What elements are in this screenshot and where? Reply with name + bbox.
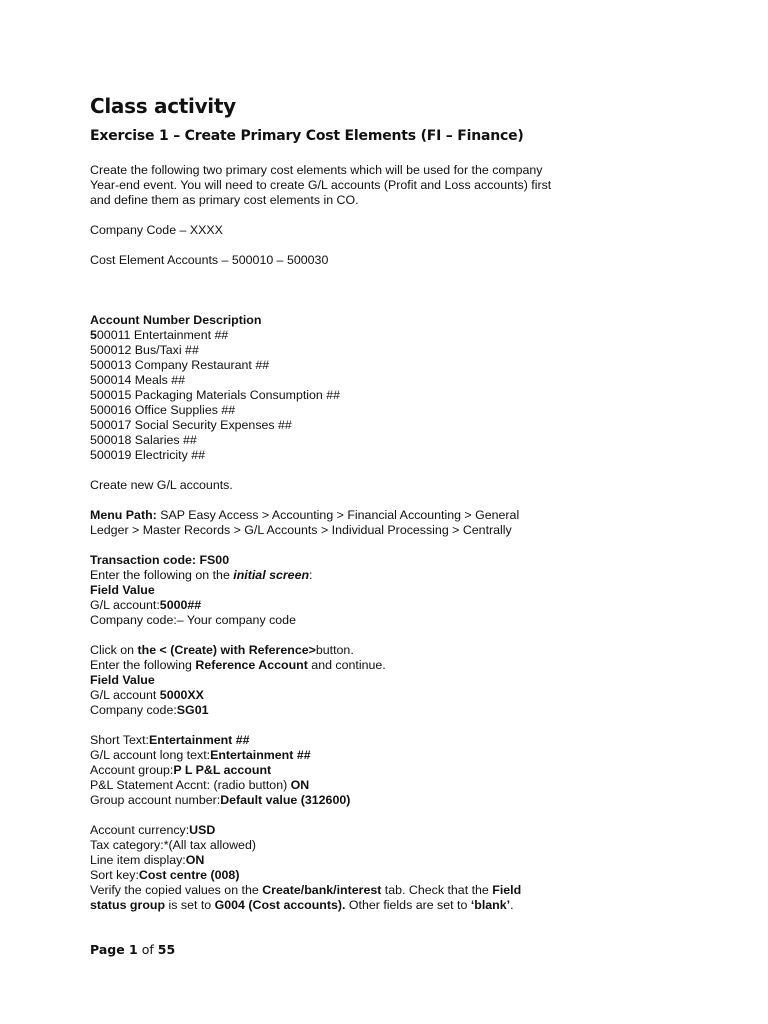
document-page [90, 92, 710, 913]
account-row: 500019 Electricity ## [90, 448, 206, 462]
company-code-instruction: Company code:– Your company code [90, 613, 296, 627]
account-row: 500011 Entertainment ## [90, 328, 229, 342]
instruction-line: Enter the following on the initial screen: [90, 568, 313, 582]
field-detail-line: P&L Statement Accnt: (radio button) ON [90, 778, 310, 792]
account-row: 500017 Social Security Expenses ## [90, 418, 292, 432]
account-row: 500013 Company Restaurant ## [90, 358, 270, 372]
field-detail-line: Short Text:Entertainment ## [90, 733, 250, 747]
gl-account-line: G/L account:5000## [90, 598, 202, 612]
menu-path [90, 508, 710, 538]
account-row: 500012 Bus/Taxi ## [90, 343, 199, 357]
field-value-header: Field Value [90, 583, 155, 597]
field-value-header: Field Value [90, 673, 155, 687]
menu-path-label: Menu Path: [90, 508, 157, 522]
field-detail-line: Account currency:USD [90, 823, 216, 837]
account-list [90, 313, 710, 463]
intro-paragraph [90, 163, 710, 208]
intro-line: and define them as primary cost elements in CO. [90, 193, 359, 207]
field-detail-line: Account group:P L P&L account [90, 763, 272, 777]
field-detail-line: Tax category:*(All tax allowed) [90, 838, 256, 852]
verify-instruction: Verify the copied values on the Create/bank/interest tab. Check that the Field [90, 883, 522, 897]
company-code-line: Company Code – XXXX [90, 223, 223, 237]
account-row: 500016 Office Supplies ## [90, 403, 236, 417]
exercise-heading: Exercise 1 – Create Primary Cost Elements (FI – Finance) [90, 128, 524, 144]
click-instruction: Click on the < (Create) with Reference>button. [90, 643, 354, 657]
intro-line: Create the following two primary cost elements which will be used for the company [90, 163, 543, 177]
intro-line: Year-end event. You will need to create G/L accounts (Profit and Loss accounts) first [90, 178, 552, 192]
account-list-header: Account Number Description [90, 313, 262, 327]
create-gl-line: Create new G/L accounts. [90, 478, 233, 492]
account-row: 500015 Packaging Materials Consumption ## [90, 388, 341, 402]
field-details-2 [90, 823, 710, 913]
reference-instruction: Enter the following Reference Account and continue. [90, 658, 386, 672]
menu-path-text: SAP Easy Access > Accounting > Financial Accounting > General [156, 508, 520, 522]
reference-gl-line: G/L account 5000XX [90, 688, 204, 702]
field-detail-line: Sort key:Cost centre (008) [90, 868, 240, 882]
transaction-code-label: Transaction code: FS00 [90, 553, 230, 567]
field-detail-line: Line item display:ON [90, 853, 205, 867]
page-footer: Page 1 of 55 [90, 942, 176, 957]
account-row: 500018 Salaries ## [90, 433, 197, 447]
page-title: Class activity [90, 94, 236, 118]
field-detail-line: G/L account long text:Entertainment ## [90, 748, 311, 762]
reference-cc-line: Company code:SG01 [90, 703, 209, 717]
reference-block [90, 643, 710, 718]
account-row: 500014 Meals ## [90, 373, 186, 387]
field-detail-line: Group account number:Default value (312600) [90, 793, 351, 807]
transaction-block [90, 553, 710, 628]
verify-instruction: status group is set to G004 (Cost accounts). Other fields are set to ‘blank’. [90, 898, 514, 912]
cost-element-line: Cost Element Accounts – 500010 – 500030 [90, 253, 329, 267]
menu-path-text: Ledger > Master Records > G/L Accounts > Individual Processing > Centrally [90, 523, 512, 537]
field-details-1 [90, 733, 710, 808]
